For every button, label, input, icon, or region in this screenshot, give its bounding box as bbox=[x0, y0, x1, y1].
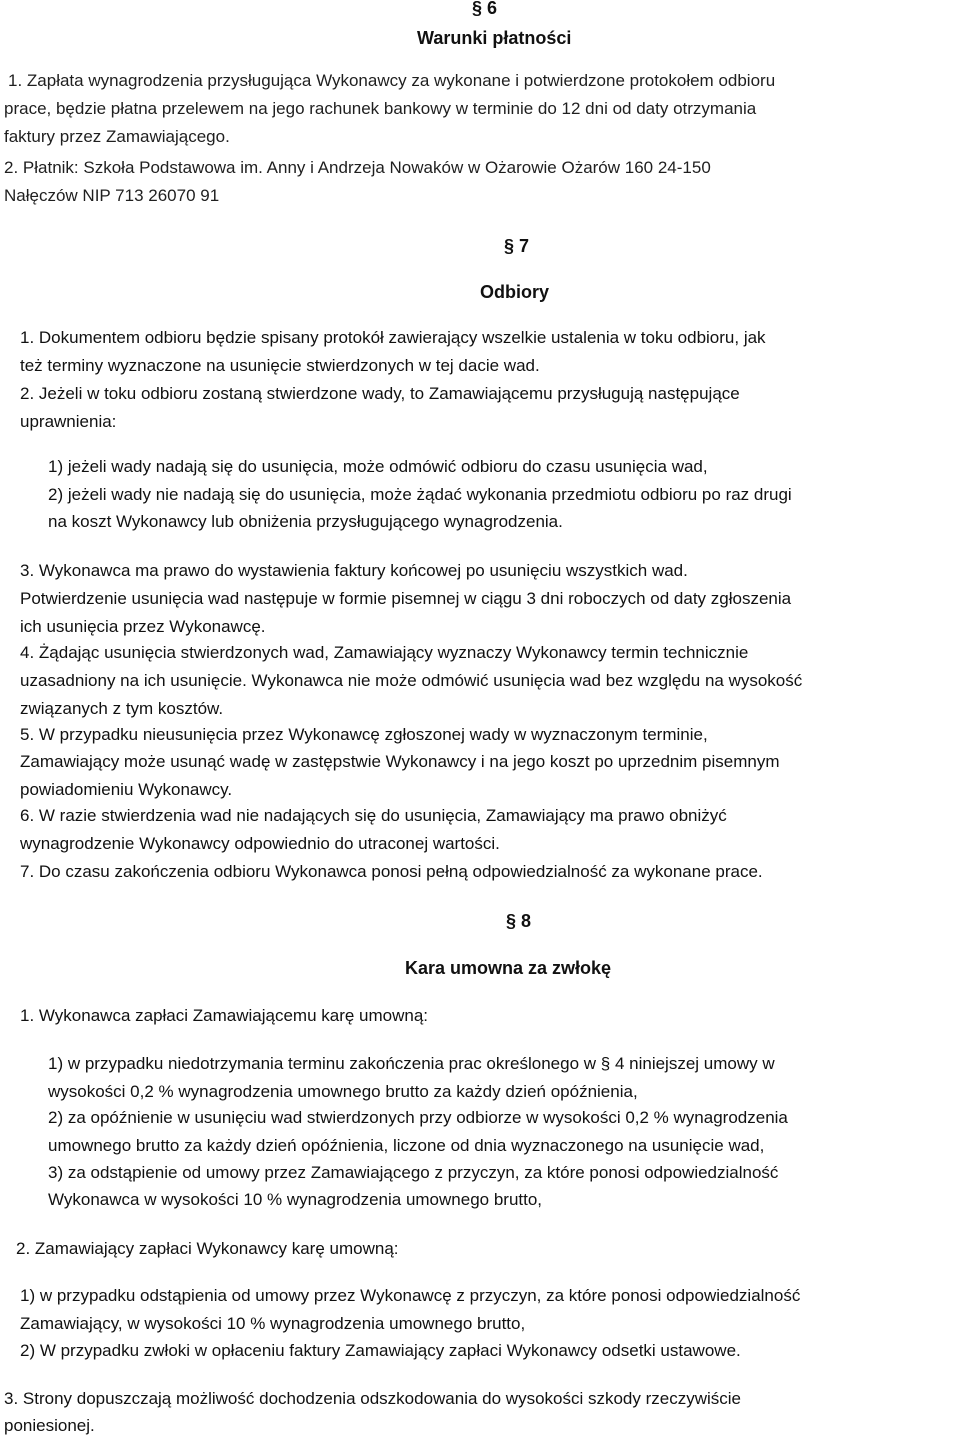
section-6-number: § 6 bbox=[472, 0, 498, 18]
text-line: 4. Żądając usunięcia stwierdzonych wad, Zamawiający wyznaczy Wykonawcy termin technicznie bbox=[20, 643, 749, 662]
section-8-title: Kara umowna za zwłokę bbox=[405, 958, 612, 978]
section-7-number: § 7 bbox=[504, 236, 530, 256]
text-line: 2) jeżeli wady nie nadają się do usunięcia, może żądać wykonania przedmiotu odbioru po raz drugi bbox=[48, 485, 792, 504]
text-line: Wykonawca w wysokości 10 % wynagrodzenia umownego brutto, bbox=[48, 1190, 543, 1209]
text-line: 3. Strony dopuszczają możliwość dochodzenia odszkodowania do wysokości szkody rzeczywiście bbox=[4, 1389, 742, 1408]
text-line: 7. Do czasu zakończenia odbioru Wykonawca ponosi pełną odpowiedzialność za wykonane prace. bbox=[20, 862, 763, 881]
section-8-number: § 8 bbox=[506, 911, 532, 931]
text-line: Zamawiający, w wysokości 10 % wynagrodzenia umownego brutto, bbox=[20, 1314, 526, 1333]
text-line: 1. Wykonawca zapłaci Zamawiającemu karę umowną: bbox=[20, 1006, 429, 1025]
text-line: wysokości 0,2 % wynagrodzenia umownego brutto za każdy dzień opóźnienia, bbox=[48, 1082, 638, 1101]
text-line: uzasadniony na ich usunięcie. Wykonawca nie może odmówić usunięcia wad bez względu na wysokość bbox=[20, 671, 803, 690]
text-line: 5. W przypadku nieusunięcia przez Wykonawcę zgłoszonej wady w wyznaczonym terminie, bbox=[20, 725, 708, 744]
text-line: 2. Jeżeli w toku odbioru zostaną stwierdzone wady, to Zamawiającemu przysługują następujące bbox=[20, 384, 740, 403]
text-line: uprawnienia: bbox=[20, 412, 117, 431]
text-line: wynagrodzenie Wykonawcy odpowiednio do utraconej wartości. bbox=[20, 834, 500, 853]
text-line: 1. Zapłata wynagrodzenia przysługująca Wykonawcy za wykonane i potwierdzone protokołem odbioru bbox=[8, 71, 776, 90]
text-line: 2) za opóźnienie w usunięciu wad stwierdzonych przy odbiorze w wysokości 0,2 % wynagrodzenia bbox=[48, 1108, 788, 1127]
text-line: prace, będzie płatna przelewem na jego rachunek bankowy w terminie do 12 dni od daty otrzymania bbox=[4, 99, 757, 118]
text-line: Zamawiający może usunąć wadę w zastępstwie Wykonawcy i na jego koszt po uprzednim pisemnym bbox=[20, 752, 780, 771]
text-line: poniesionej. bbox=[4, 1416, 95, 1435]
text-line: ich usunięcia przez Wykonawcę. bbox=[20, 617, 266, 636]
text-line: związanych z tym kosztów. bbox=[20, 699, 224, 718]
text-line: powiadomieniu Wykonawcy. bbox=[20, 780, 233, 799]
text-line: 3) za odstąpienie od umowy przez Zamawiającego z przyczyn, za które ponosi odpowiedzialność bbox=[48, 1163, 779, 1182]
text-line: faktury przez Zamawiającego. bbox=[4, 127, 230, 146]
text-line: na koszt Wykonawcy lub obniżenia przysługującego wynagrodzenia. bbox=[48, 512, 563, 531]
text-line: 2) W przypadku zwłoki w opłaceniu faktury Zamawiający zapłaci Wykonawcy odsetki ustawowe. bbox=[20, 1341, 741, 1360]
section-6-title: Warunki płatności bbox=[417, 28, 572, 48]
text-line: 6. W razie stwierdzenia wad nie nadających się do usunięcia, Zamawiający ma prawo obniżyć bbox=[20, 806, 727, 825]
text-line: 1. Dokumentem odbioru będzie spisany protokół zawierający wszelkie ustalenia w toku odbioru, jak bbox=[20, 328, 766, 347]
text-line: 2. Zamawiający zapłaci Wykonawcy karę umowną: bbox=[16, 1239, 399, 1258]
text-line: 1) w przypadku odstąpienia od umowy przez Wykonawcę z przyczyn, za które ponosi odpowiedzialność bbox=[20, 1286, 801, 1305]
text-line: 3. Wykonawca ma prawo do wystawienia faktury końcowej po usunięciu wszystkich wad. bbox=[20, 561, 688, 580]
text-line: Nałęczów NIP 713 26070 91 bbox=[4, 186, 220, 205]
text-line: Potwierdzenie usunięcia wad następuje w formie pisemnej w ciągu 3 dni roboczych od daty zgłoszenia bbox=[20, 589, 792, 608]
text-line: też terminy wyznaczone na usunięcie stwierdzonych w tej dacie wad. bbox=[20, 356, 540, 375]
text-line: umownego brutto za każdy dzień opóźnienia, liczone od dnia wyznaczonego na usunięcie wad, bbox=[48, 1136, 765, 1155]
text-line: 2. Płatnik: Szkoła Podstawowa im. Anny i Andrzeja Nowaków w Ożarowie Ożarów 160 24-150 bbox=[4, 158, 711, 177]
section-7-title: Odbiory bbox=[480, 282, 550, 302]
text-line: 1) w przypadku niedotrzymania terminu zakończenia prac określonego w § 4 niniejszej umowy w bbox=[48, 1054, 775, 1073]
text-line: 1) jeżeli wady nadają się do usunięcia, może odmówić odbioru do czasu usunięcia wad, bbox=[48, 457, 708, 476]
